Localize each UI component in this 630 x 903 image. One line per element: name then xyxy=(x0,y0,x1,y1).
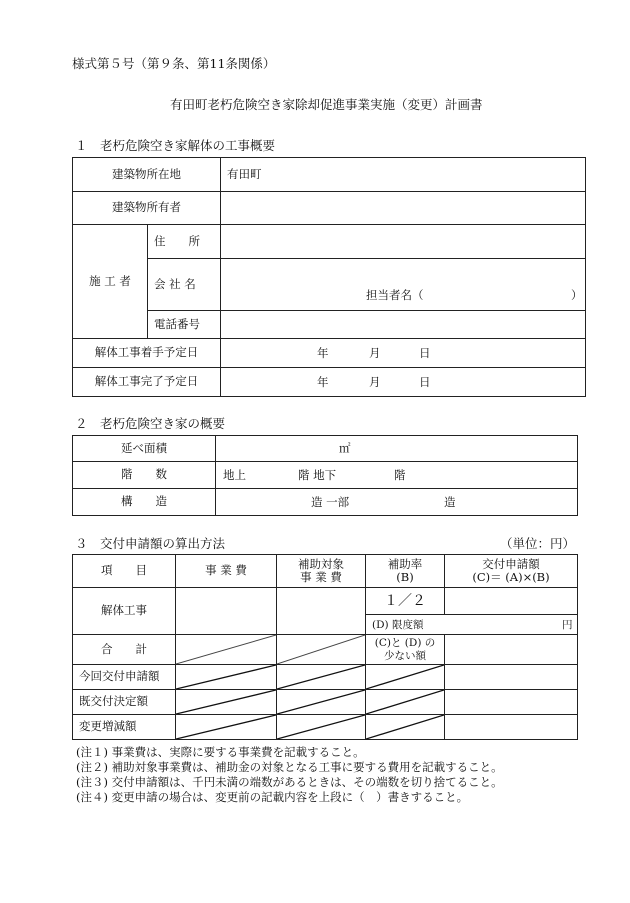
contact-person-close: ） xyxy=(571,288,583,302)
diagonal-line xyxy=(176,690,276,714)
section1-heading: １ 老朽危険空き家解体の工事概要 xyxy=(75,138,276,153)
diagonal-line xyxy=(176,715,276,739)
end-year-label: 年 xyxy=(317,375,329,389)
diagonal-line xyxy=(277,715,365,739)
limit-label: (D) 限度額 xyxy=(372,619,424,631)
above-ground-label: 地上 xyxy=(223,468,246,482)
phone-field[interactable] xyxy=(221,311,586,339)
col-rate-line2: (B) xyxy=(396,570,414,584)
lesser-line2: 少ない額 xyxy=(384,649,426,662)
decided-amount-field[interactable] xyxy=(445,690,578,715)
note-4: (注４) 変更申請の場合は、変更前の記載内容を上段に（ ）書きすること。 xyxy=(76,790,469,804)
demolition-subsidy-target-field[interactable] xyxy=(277,588,366,635)
col-rate-line1: 補助率 xyxy=(387,556,423,571)
diagonal-line xyxy=(176,665,276,689)
start-day-label: 日 xyxy=(419,346,431,360)
end-date-label: 解体工事完了予定日 xyxy=(73,368,221,397)
col-subsidy-target-line1: 補助対象 xyxy=(298,556,344,571)
lesser-amount-label xyxy=(366,635,445,665)
note-2: (注２) 補助対象事業費は、補助金の対象となる工事に要する費用を記載すること。 xyxy=(76,760,503,774)
section2-heading: ２ 老朽危険空き家の概要 xyxy=(75,416,226,431)
col-subsidy-target-line2: 事 業 費 xyxy=(300,570,342,584)
col-amount-header xyxy=(445,555,578,588)
document-title: 有田町老朽危険空き家除却促進事業実施（変更）計画書 xyxy=(170,97,483,112)
section3-heading: ３ 交付申請額の算出方法 xyxy=(75,536,226,551)
floor-mid-label: 階 地下 xyxy=(298,468,337,482)
address-field[interactable] xyxy=(221,225,586,259)
structure-part2-label: 造 xyxy=(444,495,456,509)
decided-subsidy-diagonal-cell xyxy=(277,690,366,715)
col-rate-header xyxy=(366,555,445,588)
building-location-label: 建築物所在地 xyxy=(73,158,221,192)
change-rate-diagonal-cell xyxy=(366,715,445,740)
construction-overview-table xyxy=(72,157,586,397)
demolition-amount-field[interactable] xyxy=(445,588,578,615)
start-month-label: 月 xyxy=(369,346,381,360)
unit-label: （単位：円） xyxy=(500,536,576,551)
note-1: (注１) 事業費は、実際に要する事業費を記載すること。 xyxy=(76,745,365,759)
current-rate-diagonal-cell xyxy=(366,665,445,690)
form-number: 様式第５号（第９条、第11条関係） xyxy=(72,56,276,71)
floor-end-label: 階 xyxy=(394,468,406,482)
diagonal-line xyxy=(366,690,444,714)
current-amount-field[interactable] xyxy=(445,665,578,690)
contractor-label: 施 工 者 xyxy=(73,225,148,339)
col-amount-line2: (C)＝ (A)×(B) xyxy=(472,570,550,584)
total-cost-diagonal-cell xyxy=(176,635,277,665)
row-demolition-label: 解体工事 xyxy=(73,588,176,635)
diagonal-line xyxy=(176,635,276,664)
floor-area-field[interactable] xyxy=(216,436,578,462)
floor-area-unit: ㎡ xyxy=(339,441,351,455)
address-label: 住 所 xyxy=(148,225,221,259)
structure-label: 構 造 xyxy=(73,489,216,516)
limit-unit: 円 xyxy=(562,619,573,631)
lesser-line1: (C)と (D) の xyxy=(374,637,436,650)
demolition-cost-field[interactable] xyxy=(176,588,277,635)
current-subsidy-diagonal-cell xyxy=(277,665,366,690)
total-amount-field[interactable] xyxy=(445,635,578,665)
diagonal-line xyxy=(277,635,365,664)
current-cost-diagonal-cell xyxy=(176,665,277,690)
floors-field[interactable] xyxy=(216,462,578,489)
contact-person-label: 担当者名（ xyxy=(366,288,424,302)
building-owner-field[interactable] xyxy=(221,192,586,225)
rate-value: １／２ xyxy=(366,588,445,615)
structure-part1-label: 造 一部 xyxy=(311,495,350,509)
company-field[interactable] xyxy=(221,259,586,311)
end-month-label: 月 xyxy=(369,375,381,389)
row-decided-label: 既交付決定額 xyxy=(73,690,176,715)
row-change-label: 変更増減額 xyxy=(73,715,176,740)
change-cost-diagonal-cell xyxy=(176,715,277,740)
end-date-field[interactable] xyxy=(221,368,586,397)
floors-label: 階 数 xyxy=(73,462,216,489)
diagonal-line xyxy=(277,690,365,714)
structure-field[interactable] xyxy=(216,489,578,516)
diagonal-line xyxy=(366,715,444,739)
decided-rate-diagonal-cell xyxy=(366,690,445,715)
row-total-label: 合 計 xyxy=(73,635,176,665)
diagonal-line xyxy=(366,665,444,689)
col-item-header: 項 目 xyxy=(73,555,176,588)
change-subsidy-diagonal-cell xyxy=(277,715,366,740)
change-amount-field[interactable] xyxy=(445,715,578,740)
diagonal-line xyxy=(277,665,365,689)
start-date-label: 解体工事着手予定日 xyxy=(73,339,221,368)
phone-label: 電話番号 xyxy=(148,311,221,339)
company-label: 会 社 名 xyxy=(148,259,221,311)
col-subsidy-target-header xyxy=(277,555,366,588)
end-day-label: 日 xyxy=(419,375,431,389)
notes-block xyxy=(76,745,503,805)
col-amount-line1: 交付申請額 xyxy=(482,556,540,571)
row-current-label: 今回交付申請額 xyxy=(73,665,176,690)
building-overview-table xyxy=(72,435,578,516)
calculation-table xyxy=(72,554,578,740)
start-date-field[interactable] xyxy=(221,339,586,368)
note-3: (注３) 交付申請額は、千円未満の端数があるときは、その端数を切り捨てること。 xyxy=(76,775,503,789)
building-owner-label: 建築物所有者 xyxy=(73,192,221,225)
limit-field[interactable] xyxy=(366,615,578,635)
col-cost-header: 事 業 費 xyxy=(176,555,277,588)
decided-cost-diagonal-cell xyxy=(176,690,277,715)
building-location-field[interactable]: 有田町 xyxy=(221,158,586,192)
total-subsidy-diagonal-cell xyxy=(277,635,366,665)
floor-area-label: 延べ面積 xyxy=(73,436,216,462)
start-year-label: 年 xyxy=(317,346,329,360)
